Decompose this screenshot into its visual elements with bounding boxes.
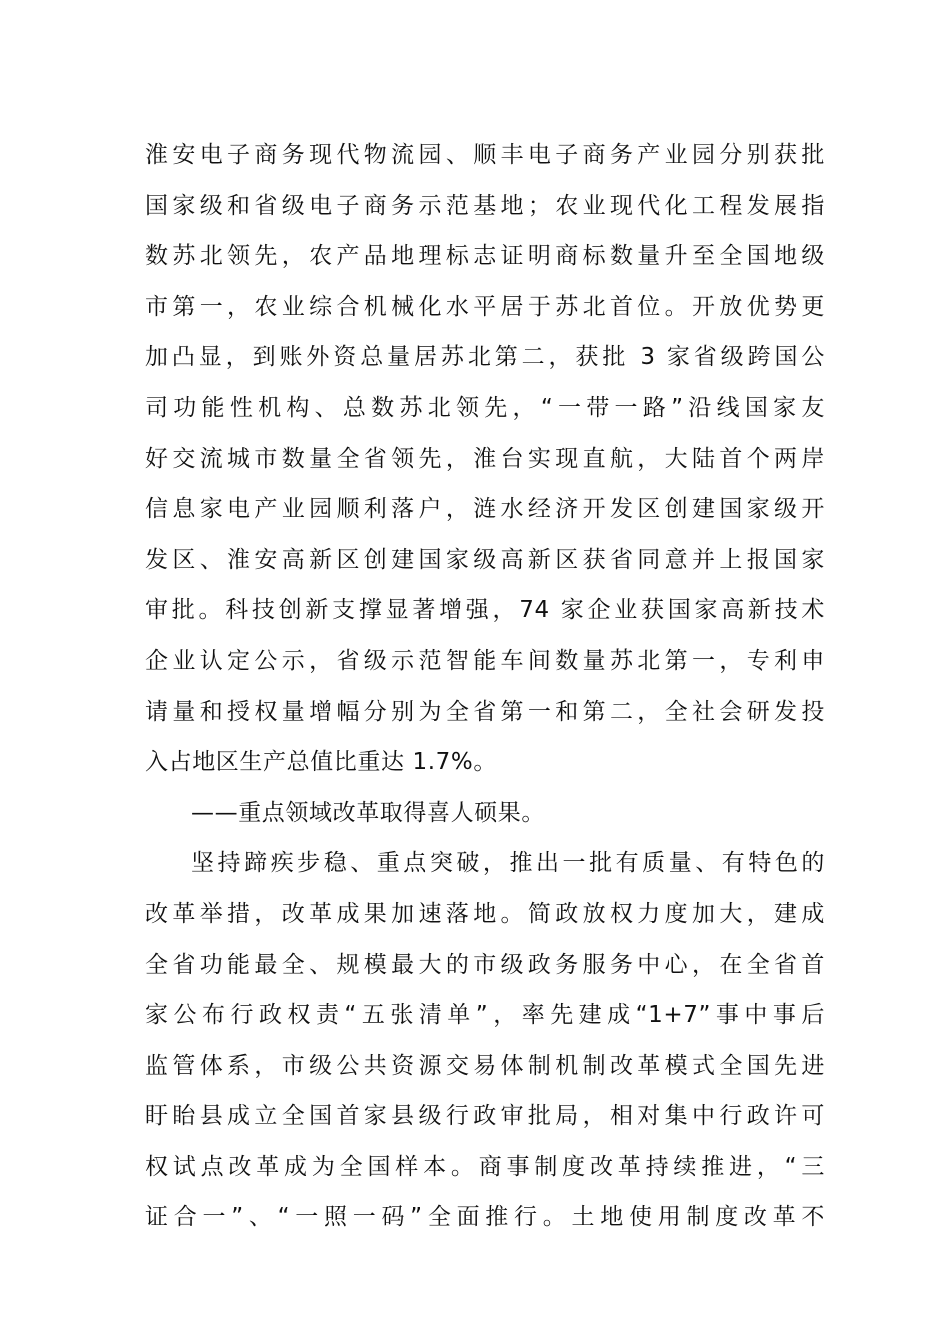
text-line: 请量和授权量增幅分别为全省第一和第二，全社会研发投: [145, 698, 825, 725]
paragraph-reform-measures: [145, 838, 825, 1243]
section-heading-reform: [145, 788, 825, 839]
text-line: 司功能性机构、总数苏北领先，“一带一路”沿线国家友: [145, 394, 825, 421]
document-body: [145, 130, 825, 1243]
text-line: 审批。科技创新支撑显著增强，74 家企业获国家高新技术: [145, 597, 825, 624]
text-line: 企业认定公示，省级示范智能车间数量苏北第一，专利申: [145, 647, 825, 674]
text-line: 数苏北领先，农产品地理标志证明商标数量升至全国地级: [145, 243, 825, 270]
text-line: 淮安电子商务现代物流园、顺丰电子商务产业园分别获批: [145, 142, 825, 168]
text-line: 加凸显，到账外资总量居苏北第二，获批 3 家省级跨国公: [145, 344, 825, 371]
text-line: 入占地区生产总值比重达 1.7%。: [145, 749, 497, 776]
text-line: 改革举措，改革成果加速落地。简政放权力度加大，建成: [145, 900, 825, 927]
text-line: 家公布行政权责“五张清单”，率先建成“1+7”事中事后: [145, 1002, 825, 1029]
text-line: 盱眙县成立全国首家县级行政审批局，相对集中行政许可: [145, 1103, 825, 1130]
text-line: 证合一”、“一照一码”全面推行。土地使用制度改革不: [145, 1204, 825, 1231]
paragraph-opening-development: [145, 130, 825, 788]
section-heading: ——重点领域改革取得喜人硕果。: [191, 799, 545, 826]
text-line: 权试点改革成为全国样本。商事制度改革持续推进，“三: [145, 1153, 825, 1180]
text-line: 监管体系，市级公共资源交易体制机制改革模式全国先进: [145, 1052, 825, 1079]
text-line: 全省功能最全、规模最大的市级政务服务中心，在全省首: [145, 951, 825, 978]
text-line: 坚持蹄疾步稳、重点突破，推出一批有质量、有特色的: [191, 850, 825, 877]
text-line: 好交流城市数量全省领先，淮台实现直航，大陆首个两岸: [145, 445, 825, 472]
text-line: 发区、淮安高新区创建国家级高新区获省同意并上报国家: [145, 546, 825, 573]
text-line: 国家级和省级电子商务示范基地；农业现代化工程发展指: [145, 192, 825, 219]
text-line: 市第一，农业综合机械化水平居于苏北首位。开放优势更: [145, 293, 825, 320]
text-line: 信息家电产业园顺利落户，涟水经济开发区创建国家级开: [145, 496, 825, 523]
